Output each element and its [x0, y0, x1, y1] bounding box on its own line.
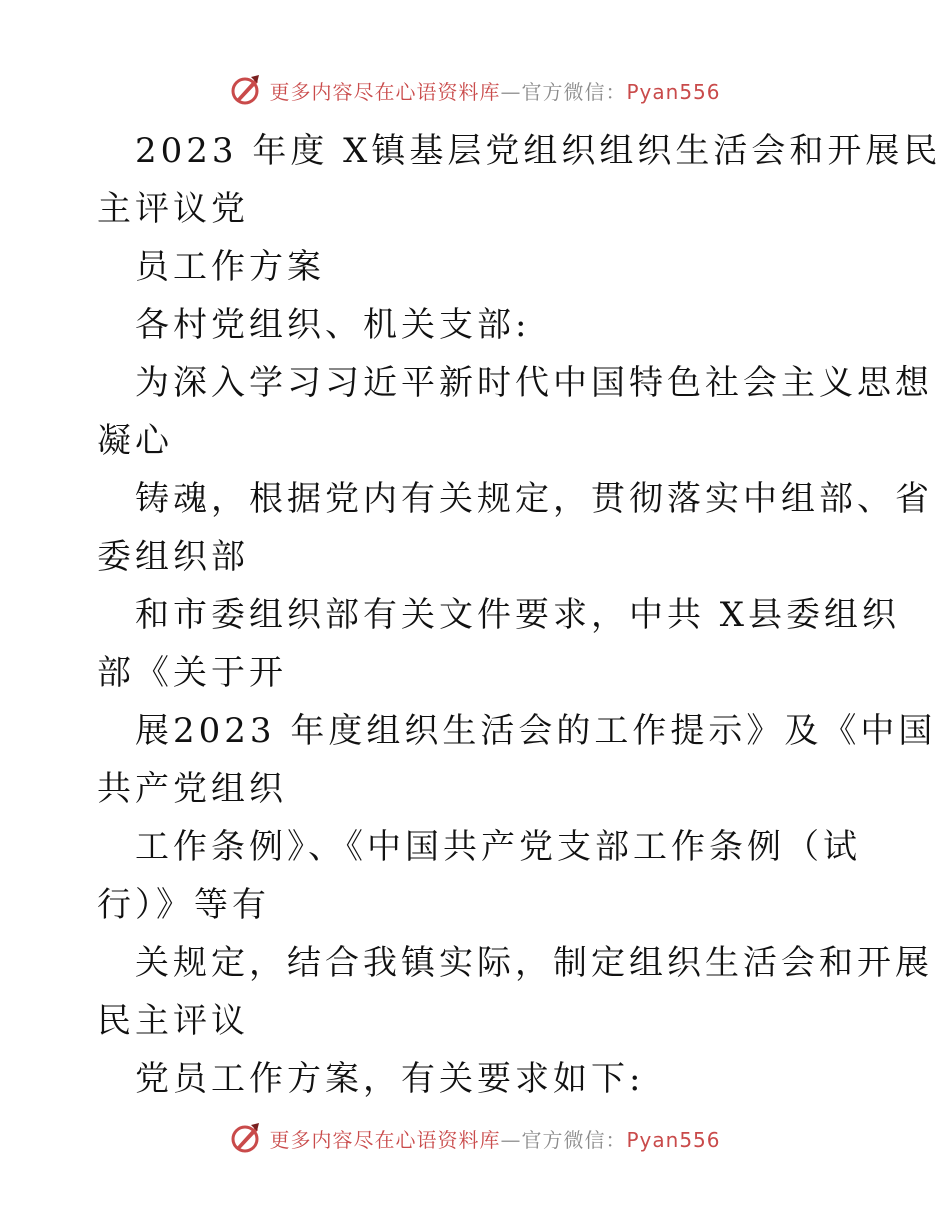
watermark-main: 更多内容尽在心语资料库 [269, 79, 501, 104]
document-line: 关规定，结合我镇实际，制定组织生活会和开展 [135, 943, 933, 983]
watermark-separator: — [500, 1127, 522, 1152]
document-line: 民主评议 [97, 1001, 249, 1041]
document-line: 委组织部 [97, 537, 249, 577]
document-line: 行）》等有 [97, 885, 270, 925]
quill-logo-icon [229, 1121, 263, 1155]
watermark-official: 官方微信： [521, 79, 627, 104]
document-line: 共产党组织 [97, 769, 287, 809]
document-line: 主评议党 [97, 189, 249, 229]
document-line: 凝心 [97, 421, 173, 461]
watermark-main: 更多内容尽在心语资料库 [269, 1127, 501, 1152]
watermark-header [0, 70, 950, 110]
document-line: 2023 年度 X镇基层党组织组织生活会和开展民 [135, 131, 942, 171]
watermark-official: 官方微信： [521, 1127, 627, 1152]
watermark-text [269, 76, 720, 105]
document-line: 各村党组织、机关支部: [135, 305, 531, 345]
watermark-account: Pyan556 [626, 1127, 721, 1152]
watermark-text [269, 1124, 720, 1153]
document-line: 员工作方案 [135, 247, 325, 287]
document-line: 为深入学习习近平新时代中国特色社会主义思想 [135, 363, 933, 403]
document-line: 展2023 年度组织生活会的工作提示》及《中国 [135, 711, 937, 751]
document-line: 铸魂，根据党内有关规定，贯彻落实中组部、省 [135, 479, 933, 519]
watermark-footer [0, 1118, 950, 1158]
watermark-account: Pyan556 [626, 79, 721, 104]
document-line: 工作条例》、《中国共产党支部工作条例（试 [135, 827, 861, 867]
quill-logo-icon [229, 73, 263, 107]
document-line: 和市委组织部有关文件要求，中共 X县委组织 [135, 595, 901, 635]
document-line: 部《关于开 [97, 653, 287, 693]
document-line: 党员工作方案，有关要求如下: [135, 1059, 645, 1099]
watermark-separator: — [500, 79, 522, 104]
document-body [97, 122, 942, 1108]
